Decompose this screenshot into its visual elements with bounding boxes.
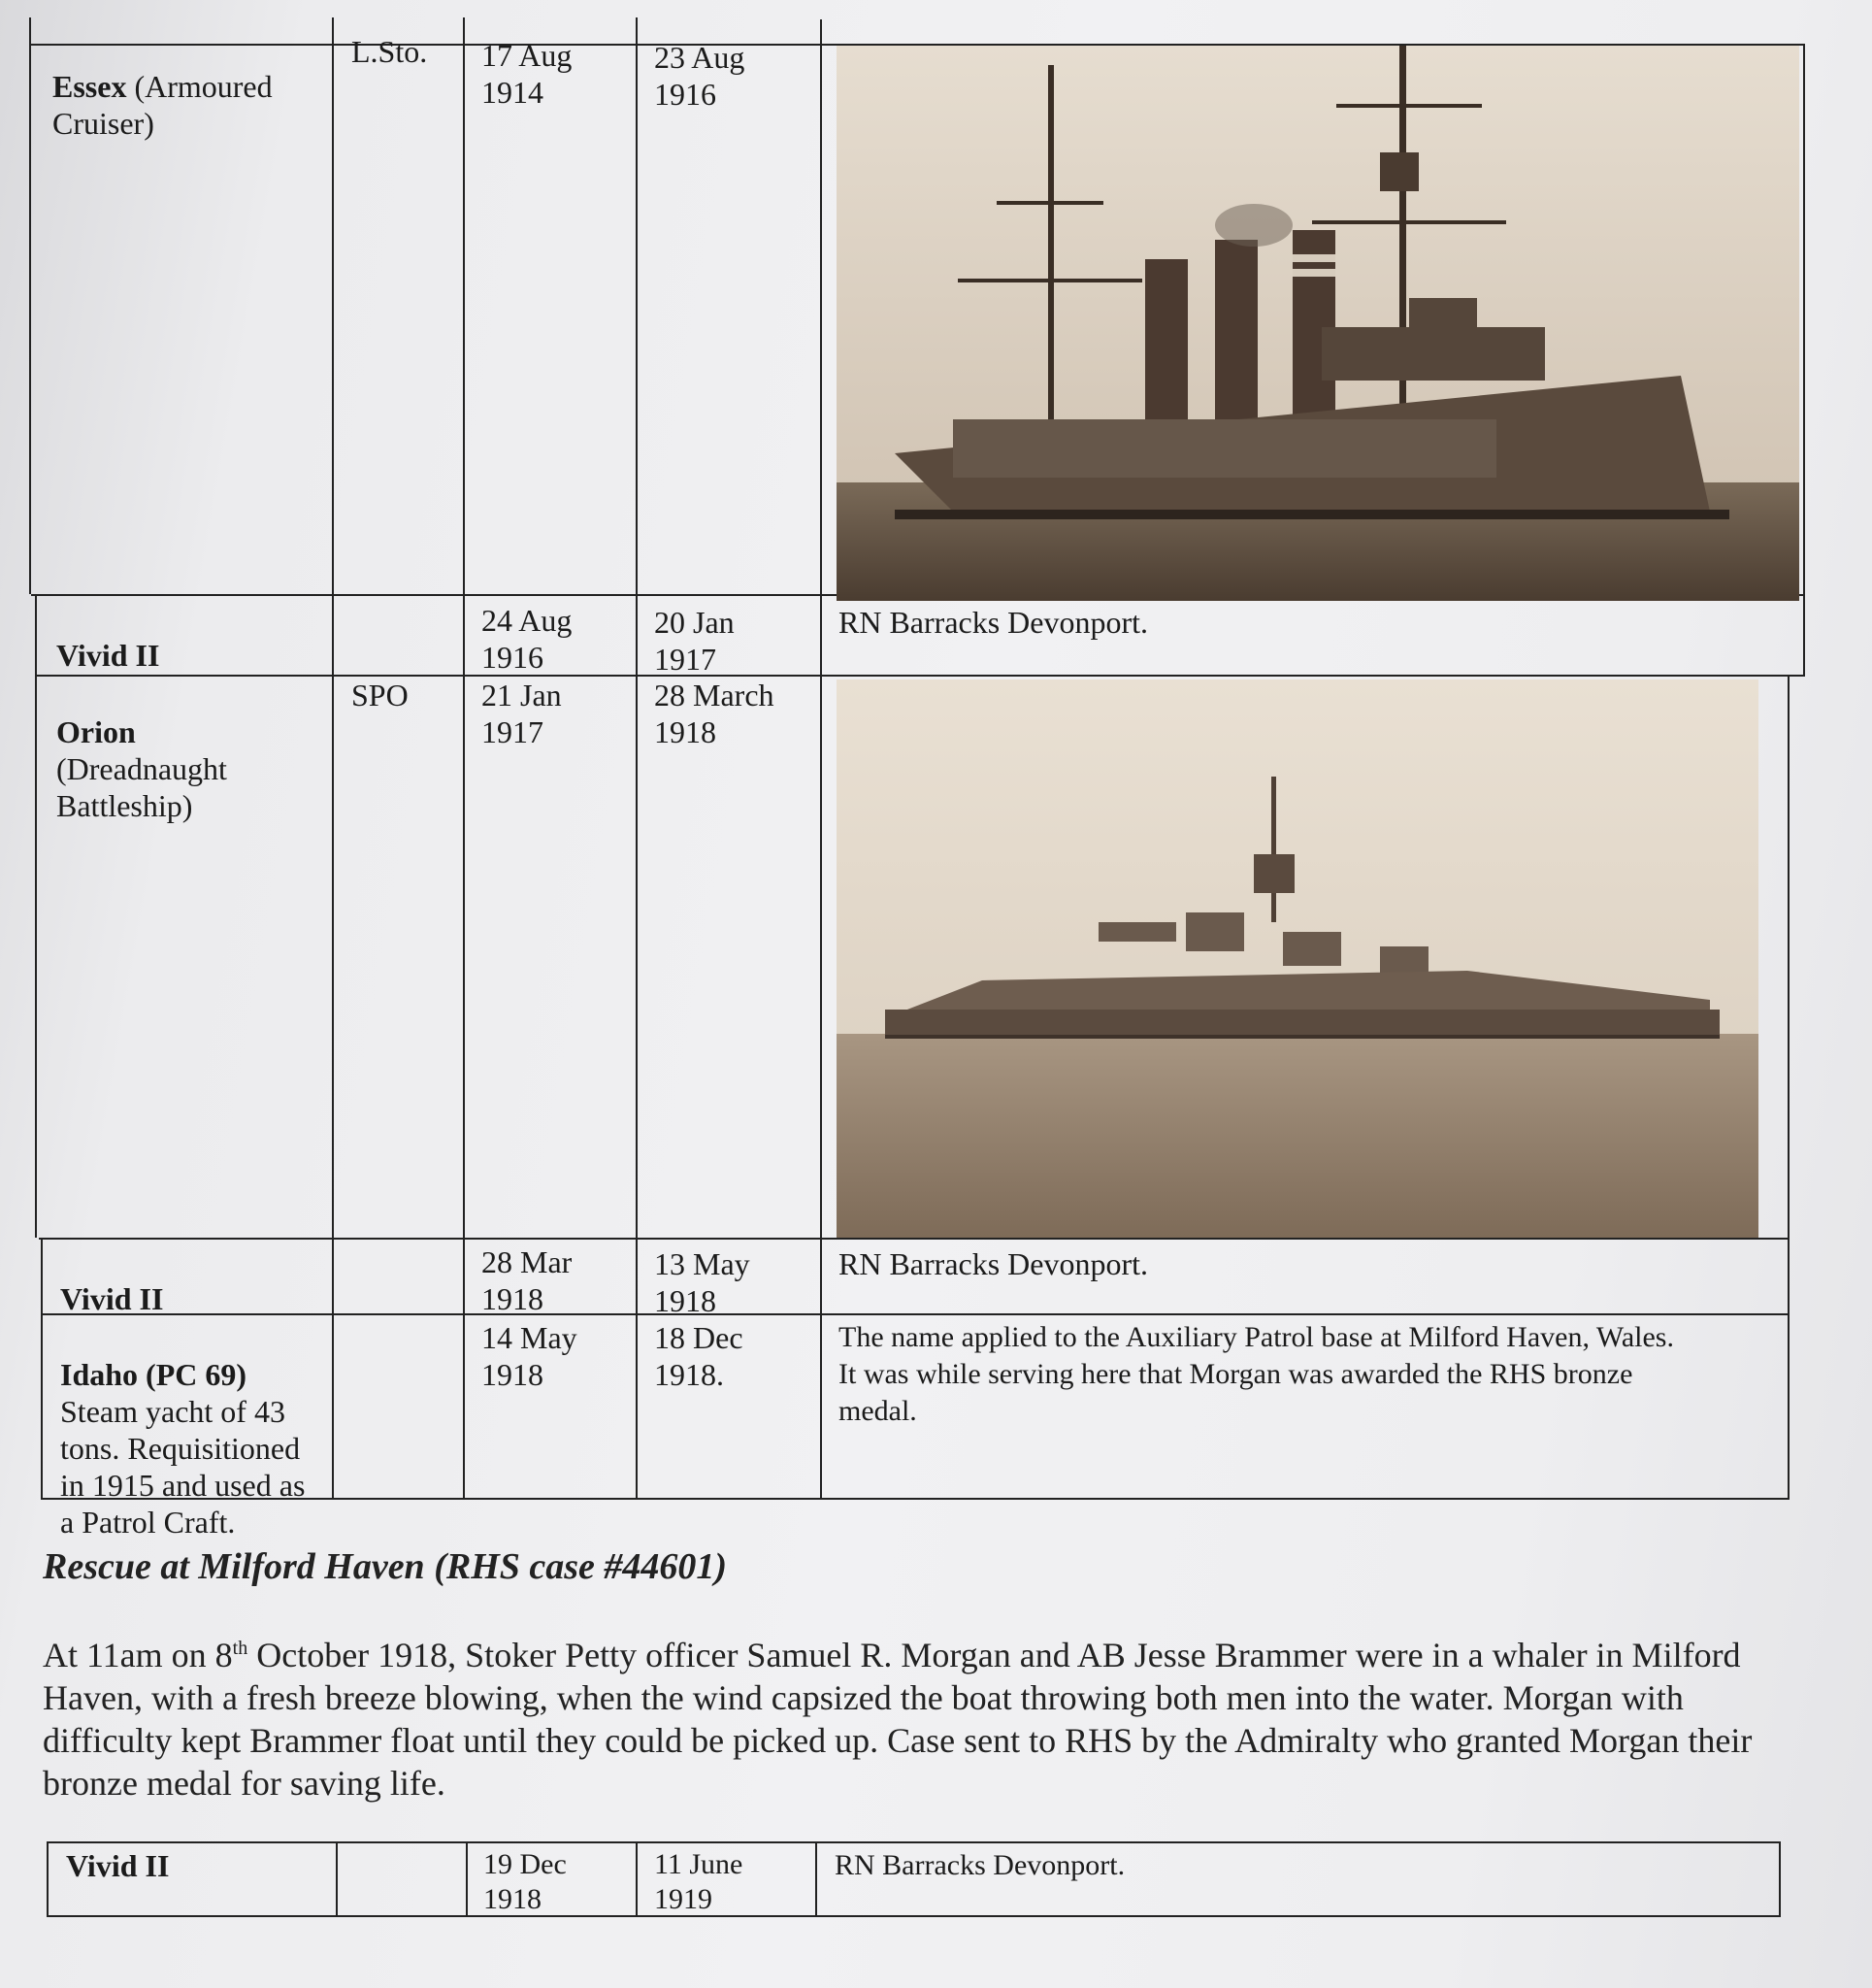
para-text-start: At 11am on 8 bbox=[43, 1636, 233, 1674]
ship-name: Vivid II bbox=[56, 638, 160, 673]
to-date-cell: 18 Dec 1918. bbox=[654, 1320, 743, 1392]
para-text-rest: October 1918, Stoker Petty officer Samuel R. Morgan and AB Jesse Brammer were in a whaler in Milford Haven, with a fresh breeze blowing, when the wind capsized the boat throwing both men into the water. Morgan with difficulty kept Brammer float until they could be picked up. Case sent to RHS by the Admiralty who granted Morgan their bronze medal for saving life. bbox=[43, 1636, 1753, 1803]
to-date-cell: 13 May 1918 bbox=[654, 1246, 750, 1318]
notes-cell: RN Barracks Devonport. bbox=[838, 605, 1149, 640]
ship-name: Orion bbox=[56, 714, 136, 749]
rating-cell: L.Sto. bbox=[351, 34, 428, 69]
ship-name: Vivid II bbox=[66, 1848, 170, 1883]
ship-description: (Dreadnaught Battleship) bbox=[56, 751, 227, 823]
notes-cell: The name applied to the Auxiliary Patrol base at Milford Haven, Wales. It was while serving here that Morgan was awarded the RHS bronze medal. bbox=[838, 1321, 1674, 1427]
to-date-cell: 23 Aug 1916 bbox=[654, 40, 745, 112]
rating-cell bbox=[340, 596, 461, 604]
from-date-cell: 19 Dec 1918 bbox=[483, 1848, 567, 1915]
rating-cell bbox=[342, 1843, 463, 1851]
ship-cell bbox=[45, 673, 326, 828]
section-heading: Rescue at Milford Haven (RHS case #44601) bbox=[43, 1546, 728, 1587]
notes-cell: RN Barracks Devonport. bbox=[838, 1246, 1149, 1281]
to-date-cell: 28 March 1918 bbox=[654, 678, 774, 749]
from-date-cell: 28 Mar 1918 bbox=[481, 1244, 573, 1316]
from-date-cell: 21 Jan 1917 bbox=[481, 678, 562, 749]
rescue-paragraph bbox=[43, 1627, 1770, 1805]
ship-name: Vivid II bbox=[60, 1281, 164, 1316]
ship-name: Essex bbox=[52, 69, 127, 104]
ship-cell bbox=[49, 1240, 330, 1321]
para-superscript: th bbox=[232, 1638, 248, 1659]
to-date-cell: 20 Jan 1917 bbox=[654, 605, 735, 677]
rating-cell bbox=[340, 1315, 461, 1323]
ship-name: Idaho (PC 69) bbox=[60, 1357, 247, 1392]
notes-cell: RN Barracks Devonport. bbox=[835, 1849, 1126, 1881]
ship-cell bbox=[49, 1315, 335, 1544]
from-date-cell: 17 Aug 1914 bbox=[481, 38, 573, 110]
ship-description: (Armoured Cruiser) bbox=[52, 69, 273, 141]
ship-cell bbox=[45, 596, 326, 678]
ship-cell bbox=[41, 27, 332, 146]
rating-cell bbox=[340, 1240, 461, 1247]
rating-cell: SPO bbox=[351, 678, 409, 712]
from-date-cell: 14 May 1918 bbox=[481, 1320, 577, 1392]
ship-description: Steam yacht of 43 tons. Requisitioned in 1915 and used as a Patrol Craft. bbox=[60, 1394, 306, 1540]
orion-battleship-photo bbox=[837, 679, 1758, 1238]
from-date-cell: 24 Aug 1916 bbox=[481, 603, 573, 675]
essex-cruiser-photo bbox=[837, 46, 1799, 601]
to-date-cell: 11 June 1919 bbox=[654, 1848, 743, 1915]
